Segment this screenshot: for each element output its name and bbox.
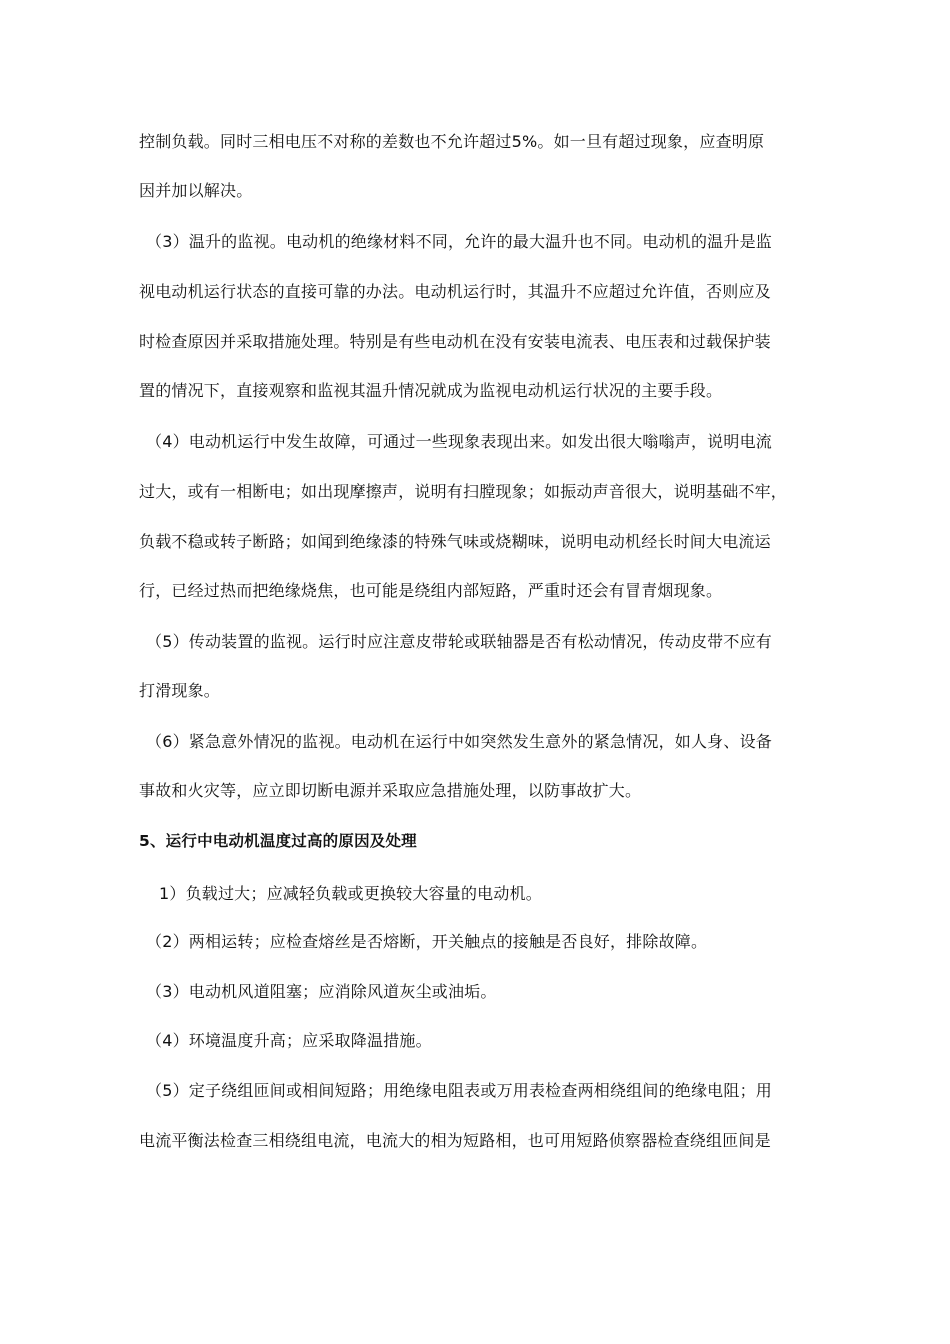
list-item: 1）负载过大；应减轻负载或更换较大容量的电动机。 [159,884,542,903]
paragraph-line: （5）传动装置的监视。运行时应注意皮带轮或联轴器是否有松动情况，传动皮带不应有 [146,632,772,651]
paragraph-line: 事故和火灾等，应立即切断电源并采取应急措施处理，以防事故扩大。 [139,781,642,800]
section-heading: 5、运行中电动机温度过高的原因及处理 [139,832,417,850]
paragraph-line: 视电动机运行状态的直接可靠的办法。电动机运行时，其温升不应超过允许值，否则应及 [139,282,771,301]
paragraph-line: 置的情况下，直接观察和监视其温升情况就成为监视电动机运行状况的主要手段。 [139,381,723,400]
paragraph-line: 行，已经过热而把绝缘烧焦，也可能是绕组内部短路，严重时还会有冒青烟现象。 [139,581,723,600]
list-item: （5）定子绕组匝间或相间短路；用绝缘电阻表或万用表检查两相绕组间的绝缘电阻；用 [146,1081,772,1100]
list-item: （3）电动机风道阻塞；应消除风道灰尘或油垢。 [146,982,497,1001]
paragraph-line: （3）温升的监视。电动机的绝缘材料不同，允许的最大温升也不同。电动机的温升是监 [146,232,772,251]
paragraph-line: 电流平衡法检查三相绕组电流，电流大的相为短路相，也可用短路侦察器检查绕组匝间是 [139,1131,771,1150]
paragraph-line: 因并加以解决。 [139,181,253,200]
paragraph-line: 过大，或有一相断电；如出现摩擦声，说明有扫膛现象；如振动声音很大，说明基础不牢， [139,482,788,501]
paragraph-line: 时检查原因并采取措施处理。特别是有些电动机在没有安装电流表、电压表和过载保护装 [139,332,771,351]
paragraph-line: （6）紧急意外情况的监视。电动机在运行中如突然发生意外的紧急情况，如人身、设备 [146,732,772,751]
paragraph-line: 负载不稳或转子断路；如闻到绝缘漆的特殊气味或烧糊味，说明电动机经长时间大电流运 [139,532,771,551]
list-item: （4）环境温度升高；应采取降温措施。 [146,1031,432,1050]
paragraph-line: 控制负载。同时三相电压不对称的差数也不允许超过5%。如一旦有超过现象，应查明原 [139,132,765,151]
paragraph-line: （4）电动机运行中发生故障，可通过一些现象表现出来。如发出很大嗡嗡声，说明电流 [146,432,772,451]
list-item: （2）两相运转；应检查熔丝是否熔断，开关触点的接触是否良好，排除故障。 [146,932,708,951]
paragraph-line: 打滑现象。 [139,681,221,700]
